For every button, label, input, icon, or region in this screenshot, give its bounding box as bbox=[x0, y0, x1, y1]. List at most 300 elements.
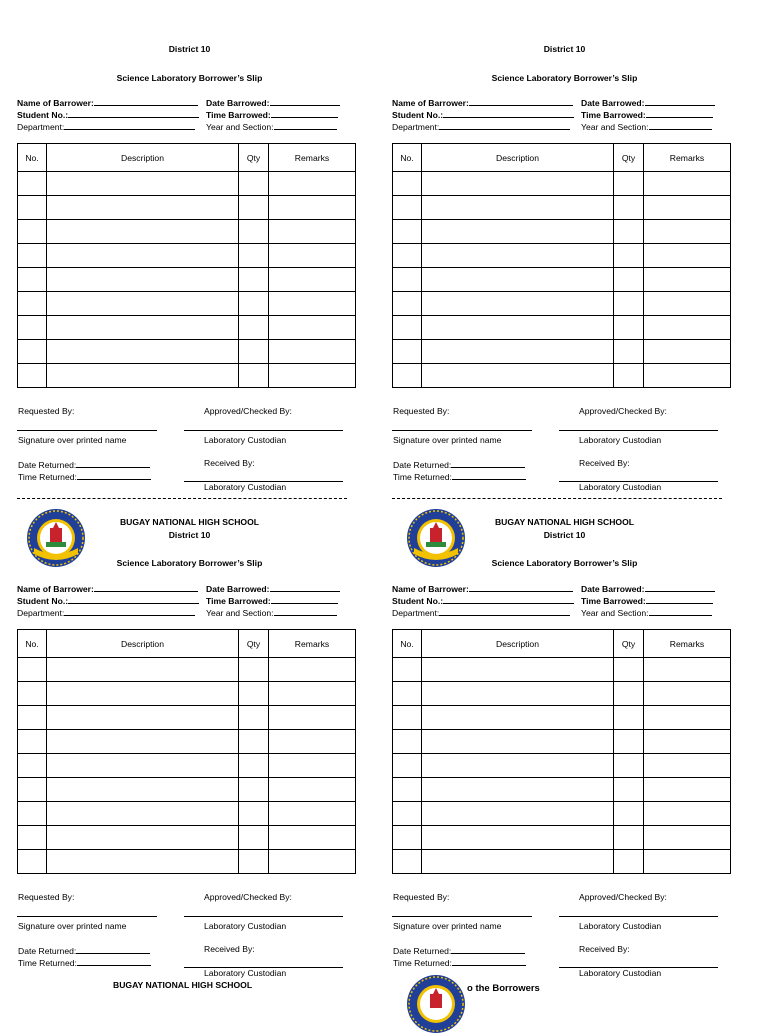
description-cell[interactable] bbox=[422, 658, 614, 682]
year-section-field[interactable] bbox=[649, 606, 712, 616]
remarks-cell[interactable] bbox=[269, 754, 356, 778]
received-custodian-caption: Laboratory Custodian bbox=[579, 482, 662, 492]
custodian-caption: Laboratory Custodian bbox=[579, 435, 662, 445]
no-cell[interactable] bbox=[393, 268, 422, 292]
approved-by-label: Approved/Checked By: bbox=[204, 406, 292, 416]
qty-cell[interactable] bbox=[614, 196, 644, 220]
table-row bbox=[18, 292, 356, 316]
department bbox=[17, 120, 195, 133]
date-borrowed-field[interactable] bbox=[270, 582, 340, 592]
table-row bbox=[18, 316, 356, 340]
student-no-field[interactable] bbox=[68, 594, 199, 604]
qty-cell[interactable] bbox=[614, 706, 644, 730]
approved-by-signature-line[interactable] bbox=[184, 430, 343, 431]
table-row bbox=[18, 802, 356, 826]
no-cell[interactable] bbox=[393, 196, 422, 220]
department-label: Department: bbox=[17, 122, 65, 132]
description-cell[interactable] bbox=[422, 244, 614, 268]
signature-caption: Signature over printed name bbox=[393, 921, 502, 931]
description-cell[interactable] bbox=[47, 292, 239, 316]
description-cell[interactable] bbox=[422, 172, 614, 196]
no-cell[interactable] bbox=[393, 778, 422, 802]
qty-cell[interactable] bbox=[614, 754, 644, 778]
description-cell[interactable] bbox=[422, 268, 614, 292]
col-header-qty: Qty bbox=[614, 630, 644, 658]
requested-by-signature-line[interactable] bbox=[392, 916, 532, 917]
qty-cell[interactable] bbox=[239, 196, 269, 220]
description-cell[interactable] bbox=[422, 316, 614, 340]
remarks-cell[interactable] bbox=[269, 220, 356, 244]
remarks-cell[interactable] bbox=[644, 292, 731, 316]
qty-cell[interactable] bbox=[614, 268, 644, 292]
no-cell[interactable] bbox=[18, 340, 47, 364]
no-cell[interactable] bbox=[393, 220, 422, 244]
qty-cell[interactable] bbox=[614, 826, 644, 850]
department bbox=[392, 606, 570, 619]
time-returned-field[interactable] bbox=[452, 956, 526, 966]
time-returned-field[interactable] bbox=[77, 956, 151, 966]
description-cell[interactable] bbox=[47, 364, 239, 388]
date-returned-field[interactable] bbox=[76, 944, 150, 954]
description-cell[interactable] bbox=[422, 778, 614, 802]
table-row bbox=[393, 196, 731, 220]
qty-cell[interactable] bbox=[239, 220, 269, 244]
no-cell[interactable] bbox=[18, 364, 47, 388]
qty-cell[interactable] bbox=[614, 292, 644, 316]
department-label: Department: bbox=[17, 608, 65, 618]
date-returned-label: Date Returned: bbox=[393, 946, 452, 956]
year-section bbox=[581, 120, 712, 133]
remarks-cell[interactable] bbox=[269, 292, 356, 316]
col-header-remarks: Remarks bbox=[269, 630, 356, 658]
received-custodian-caption: Laboratory Custodian bbox=[204, 482, 287, 492]
description-cell[interactable] bbox=[47, 244, 239, 268]
col-header-qty: Qty bbox=[614, 144, 644, 172]
qty-cell[interactable] bbox=[239, 292, 269, 316]
student-no-label: Student No.: bbox=[392, 110, 444, 120]
received-by-label: Received By: bbox=[579, 458, 630, 468]
qty-cell[interactable] bbox=[239, 706, 269, 730]
requested-by-label: Requested By: bbox=[18, 892, 75, 902]
remarks-cell[interactable] bbox=[644, 220, 731, 244]
remarks-cell[interactable] bbox=[644, 268, 731, 292]
table-row bbox=[18, 340, 356, 364]
time-returned-label: Time Returned: bbox=[393, 472, 452, 482]
qty-cell[interactable] bbox=[239, 682, 269, 706]
col-header-no: No. bbox=[393, 630, 422, 658]
qty-cell[interactable] bbox=[614, 850, 644, 874]
table-row bbox=[393, 778, 731, 802]
remarks-cell[interactable] bbox=[644, 172, 731, 196]
remarks-cell[interactable] bbox=[269, 826, 356, 850]
date-borrowed-label: Date Barrowed: bbox=[206, 584, 270, 594]
remarks-cell[interactable] bbox=[269, 778, 356, 802]
table-row bbox=[18, 682, 356, 706]
col-header-description: Description bbox=[47, 144, 239, 172]
remarks-cell[interactable] bbox=[644, 850, 731, 874]
remarks-cell[interactable] bbox=[644, 364, 731, 388]
year-section-field[interactable] bbox=[274, 120, 337, 130]
date-returned-field[interactable] bbox=[76, 458, 150, 468]
description-cell[interactable] bbox=[422, 730, 614, 754]
no-cell[interactable] bbox=[18, 172, 47, 196]
items-table bbox=[392, 629, 731, 874]
qty-cell[interactable] bbox=[614, 244, 644, 268]
approved-by-signature-line[interactable] bbox=[184, 916, 343, 917]
no-cell[interactable] bbox=[18, 268, 47, 292]
no-cell[interactable] bbox=[18, 802, 47, 826]
date-borrowed-label: Date Barrowed: bbox=[206, 98, 270, 108]
approved-by-signature-line[interactable] bbox=[559, 916, 718, 917]
department-field[interactable] bbox=[439, 120, 570, 130]
signature-caption: Signature over printed name bbox=[18, 921, 127, 931]
qty-cell[interactable] bbox=[239, 268, 269, 292]
no-cell[interactable] bbox=[393, 316, 422, 340]
qty-cell[interactable] bbox=[239, 658, 269, 682]
table-row bbox=[18, 850, 356, 874]
qty-cell[interactable] bbox=[239, 244, 269, 268]
col-header-description: Description bbox=[47, 630, 239, 658]
department bbox=[392, 120, 570, 133]
custodian-caption: Laboratory Custodian bbox=[579, 921, 662, 931]
no-cell[interactable] bbox=[393, 244, 422, 268]
description-cell[interactable] bbox=[422, 196, 614, 220]
no-cell[interactable] bbox=[18, 850, 47, 874]
time-borrowed-label: Time Barrowed: bbox=[581, 110, 646, 120]
name-label: Name of Barrower: bbox=[392, 98, 469, 108]
received-by-label: Received By: bbox=[579, 944, 630, 954]
approved-by-signature-line[interactable] bbox=[559, 430, 718, 431]
col-header-remarks: Remarks bbox=[644, 630, 731, 658]
received-by-label: Received By: bbox=[204, 944, 255, 954]
date-borrowed-label: Date Barrowed: bbox=[581, 98, 645, 108]
remarks-cell[interactable] bbox=[269, 706, 356, 730]
qty-cell[interactable] bbox=[614, 658, 644, 682]
description-cell[interactable] bbox=[422, 826, 614, 850]
no-cell[interactable] bbox=[18, 754, 47, 778]
description-cell[interactable] bbox=[422, 754, 614, 778]
time-borrowed-field[interactable] bbox=[646, 108, 713, 118]
table-row bbox=[18, 658, 356, 682]
department-label: Department: bbox=[392, 608, 440, 618]
slip-body-top-right bbox=[392, 44, 737, 522]
slip-body-top-left bbox=[17, 44, 362, 522]
year-section-label: Year and Section: bbox=[206, 122, 274, 132]
remarks-cell[interactable] bbox=[269, 244, 356, 268]
table-row bbox=[393, 268, 731, 292]
qty-cell[interactable] bbox=[614, 220, 644, 244]
remarks-cell[interactable] bbox=[644, 778, 731, 802]
remarks-cell[interactable] bbox=[644, 730, 731, 754]
student-no-field[interactable] bbox=[443, 594, 574, 604]
custodian-caption: Laboratory Custodian bbox=[204, 435, 287, 445]
description-cell[interactable] bbox=[422, 340, 614, 364]
year-section-field[interactable] bbox=[649, 120, 712, 130]
description-cell[interactable] bbox=[47, 268, 239, 292]
description-cell[interactable] bbox=[47, 316, 239, 340]
description-cell[interactable] bbox=[47, 754, 239, 778]
table-row bbox=[393, 172, 731, 196]
department bbox=[17, 606, 195, 619]
description-cell[interactable] bbox=[422, 850, 614, 874]
remarks-cell[interactable] bbox=[269, 268, 356, 292]
approved-by-label: Approved/Checked By: bbox=[204, 892, 292, 902]
time-returned-field[interactable] bbox=[452, 470, 526, 480]
date-borrowed-field[interactable] bbox=[645, 96, 715, 106]
time-borrowed-label: Time Barrowed: bbox=[581, 596, 646, 606]
remarks-cell[interactable] bbox=[269, 682, 356, 706]
student-no-label: Student No.: bbox=[17, 596, 69, 606]
description-cell[interactable] bbox=[47, 682, 239, 706]
remarks-cell[interactable] bbox=[269, 196, 356, 220]
requested-by-signature-line[interactable] bbox=[17, 430, 157, 431]
items-table bbox=[17, 143, 356, 388]
qty-cell[interactable] bbox=[239, 340, 269, 364]
description-cell[interactable] bbox=[47, 850, 239, 874]
col-header-no: No. bbox=[393, 144, 422, 172]
next-school-logo bbox=[406, 974, 466, 1034]
year-section bbox=[581, 606, 712, 619]
received-by-label: Received By: bbox=[204, 458, 255, 468]
description-cell[interactable] bbox=[47, 340, 239, 364]
description-cell[interactable] bbox=[47, 196, 239, 220]
no-cell[interactable] bbox=[18, 778, 47, 802]
qty-cell[interactable] bbox=[614, 778, 644, 802]
date-borrowed-label: Date Barrowed: bbox=[581, 584, 645, 594]
no-cell[interactable] bbox=[393, 292, 422, 316]
qty-cell[interactable] bbox=[239, 850, 269, 874]
col-header-qty: Qty bbox=[239, 144, 269, 172]
remarks-cell[interactable] bbox=[269, 658, 356, 682]
no-cell[interactable] bbox=[393, 730, 422, 754]
district-label: District 10 bbox=[168, 44, 211, 54]
student-no-label: Student No.: bbox=[392, 596, 444, 606]
no-cell[interactable] bbox=[393, 658, 422, 682]
no-cell[interactable] bbox=[18, 730, 47, 754]
no-cell[interactable] bbox=[18, 682, 47, 706]
year-section-label: Year and Section: bbox=[581, 608, 649, 618]
description-cell[interactable] bbox=[422, 220, 614, 244]
slip-title: Science Laboratory Borrower’s Slip bbox=[491, 558, 638, 568]
remarks-cell[interactable] bbox=[644, 754, 731, 778]
qty-cell[interactable] bbox=[239, 316, 269, 340]
remarks-cell[interactable] bbox=[644, 658, 731, 682]
remarks-cell[interactable] bbox=[269, 802, 356, 826]
description-cell[interactable] bbox=[422, 802, 614, 826]
description-cell[interactable] bbox=[47, 658, 239, 682]
time-borrowed-field[interactable] bbox=[271, 594, 338, 604]
name-label: Name of Barrower: bbox=[17, 584, 94, 594]
date-returned-label: Date Returned: bbox=[18, 946, 77, 956]
district-label: District 10 bbox=[543, 44, 586, 54]
requested-by-label: Requested By: bbox=[18, 406, 75, 416]
table-row bbox=[18, 196, 356, 220]
date-returned-field[interactable] bbox=[451, 944, 525, 954]
name-field[interactable] bbox=[94, 96, 198, 106]
qty-cell[interactable] bbox=[239, 826, 269, 850]
date-borrowed-field[interactable] bbox=[645, 582, 715, 592]
student-no-field[interactable] bbox=[68, 108, 199, 118]
qty-cell[interactable] bbox=[614, 172, 644, 196]
time-borrowed-field[interactable] bbox=[646, 594, 713, 604]
no-cell[interactable] bbox=[18, 196, 47, 220]
description-cell[interactable] bbox=[422, 292, 614, 316]
table-row bbox=[393, 316, 731, 340]
signature-caption: Signature over printed name bbox=[18, 435, 127, 445]
name-label: Name of Barrower: bbox=[392, 584, 469, 594]
no-cell[interactable] bbox=[18, 658, 47, 682]
table-row bbox=[18, 364, 356, 388]
department-field[interactable] bbox=[439, 606, 570, 616]
qty-cell[interactable] bbox=[614, 340, 644, 364]
col-header-qty: Qty bbox=[239, 630, 269, 658]
year-section-field[interactable] bbox=[274, 606, 337, 616]
items-table bbox=[17, 629, 356, 874]
no-cell[interactable] bbox=[393, 802, 422, 826]
no-cell[interactable] bbox=[393, 850, 422, 874]
time-returned-label: Time Returned: bbox=[18, 958, 77, 968]
requested-by-signature-line[interactable] bbox=[17, 916, 157, 917]
slip-title: Science Laboratory Borrower’s Slip bbox=[491, 73, 638, 83]
no-cell[interactable] bbox=[393, 682, 422, 706]
description-cell[interactable] bbox=[47, 778, 239, 802]
table-row bbox=[393, 682, 731, 706]
next-slip-title-fragment: o the Borrowers bbox=[467, 983, 540, 994]
no-cell[interactable] bbox=[18, 316, 47, 340]
remarks-cell[interactable] bbox=[644, 244, 731, 268]
no-cell[interactable] bbox=[18, 706, 47, 730]
qty-cell[interactable] bbox=[614, 730, 644, 754]
description-cell[interactable] bbox=[422, 364, 614, 388]
no-cell[interactable] bbox=[393, 754, 422, 778]
requested-by-signature-line[interactable] bbox=[392, 430, 532, 431]
description-cell[interactable] bbox=[47, 826, 239, 850]
description-cell[interactable] bbox=[47, 220, 239, 244]
table-row bbox=[393, 220, 731, 244]
time-returned-field[interactable] bbox=[77, 470, 151, 480]
col-header-no: No. bbox=[18, 630, 47, 658]
qty-cell[interactable] bbox=[614, 802, 644, 826]
description-cell[interactable] bbox=[47, 172, 239, 196]
remarks-cell[interactable] bbox=[644, 802, 731, 826]
remarks-cell[interactable] bbox=[644, 196, 731, 220]
remarks-cell[interactable] bbox=[269, 172, 356, 196]
qty-cell[interactable] bbox=[239, 364, 269, 388]
no-cell[interactable] bbox=[393, 172, 422, 196]
table-row bbox=[393, 706, 731, 730]
time-returned bbox=[18, 956, 151, 969]
table-row bbox=[18, 730, 356, 754]
description-cell[interactable] bbox=[422, 682, 614, 706]
table-row bbox=[18, 706, 356, 730]
qty-cell[interactable] bbox=[239, 802, 269, 826]
date-returned-field[interactable] bbox=[451, 458, 525, 468]
col-header-remarks: Remarks bbox=[269, 144, 356, 172]
time-returned-label: Time Returned: bbox=[393, 958, 452, 968]
approved-by-label: Approved/Checked By: bbox=[579, 406, 667, 416]
time-returned bbox=[393, 956, 526, 969]
remarks-cell[interactable] bbox=[644, 826, 731, 850]
no-cell[interactable] bbox=[18, 220, 47, 244]
remarks-cell[interactable] bbox=[269, 316, 356, 340]
slip-body-bottom-right bbox=[392, 530, 737, 1008]
no-cell[interactable] bbox=[393, 340, 422, 364]
name-field[interactable] bbox=[469, 96, 573, 106]
qty-cell[interactable] bbox=[239, 730, 269, 754]
department-field[interactable] bbox=[64, 120, 195, 130]
remarks-cell[interactable] bbox=[644, 682, 731, 706]
table-row bbox=[18, 172, 356, 196]
date-returned-label: Date Returned: bbox=[393, 460, 452, 470]
table-row bbox=[393, 292, 731, 316]
name-field[interactable] bbox=[94, 582, 198, 592]
qty-cell[interactable] bbox=[239, 172, 269, 196]
items-table bbox=[392, 143, 731, 388]
qty-cell[interactable] bbox=[239, 754, 269, 778]
qty-cell[interactable] bbox=[614, 316, 644, 340]
table-row bbox=[18, 754, 356, 778]
remarks-cell[interactable] bbox=[644, 340, 731, 364]
qty-cell[interactable] bbox=[614, 364, 644, 388]
remarks-cell[interactable] bbox=[269, 340, 356, 364]
table-row bbox=[393, 364, 731, 388]
name-label: Name of Barrower: bbox=[17, 98, 94, 108]
school-name: BUGAY NATIONAL HIGH SCHOOL bbox=[494, 517, 635, 527]
remarks-cell[interactable] bbox=[644, 706, 731, 730]
description-cell[interactable] bbox=[47, 706, 239, 730]
department-label: Department: bbox=[392, 122, 440, 132]
cut-line-right bbox=[392, 498, 722, 499]
no-cell[interactable] bbox=[393, 826, 422, 850]
table-row bbox=[393, 730, 731, 754]
no-cell[interactable] bbox=[18, 292, 47, 316]
no-cell[interactable] bbox=[393, 364, 422, 388]
district-label: District 10 bbox=[543, 530, 586, 540]
table-row bbox=[18, 268, 356, 292]
no-cell[interactable] bbox=[393, 706, 422, 730]
district-label: District 10 bbox=[168, 530, 211, 540]
table-row bbox=[393, 244, 731, 268]
qty-cell[interactable] bbox=[239, 778, 269, 802]
remarks-cell[interactable] bbox=[269, 730, 356, 754]
remarks-cell[interactable] bbox=[269, 364, 356, 388]
slip-title: Science Laboratory Borrower’s Slip bbox=[116, 558, 263, 568]
description-cell[interactable] bbox=[47, 730, 239, 754]
no-cell[interactable] bbox=[18, 826, 47, 850]
year-section-label: Year and Section: bbox=[206, 608, 274, 618]
remarks-cell[interactable] bbox=[269, 850, 356, 874]
table-row bbox=[393, 850, 731, 874]
table-row bbox=[393, 658, 731, 682]
cut-line-left bbox=[17, 498, 347, 499]
time-borrowed-label: Time Barrowed: bbox=[206, 596, 271, 606]
description-cell[interactable] bbox=[422, 706, 614, 730]
no-cell[interactable] bbox=[18, 244, 47, 268]
date-borrowed-field[interactable] bbox=[270, 96, 340, 106]
qty-cell[interactable] bbox=[614, 682, 644, 706]
name-field[interactable] bbox=[469, 582, 573, 592]
col-header-no: No. bbox=[18, 144, 47, 172]
description-cell[interactable] bbox=[47, 802, 239, 826]
next-school-name: BUGAY NATIONAL HIGH SCHOOL bbox=[113, 980, 253, 990]
department-field[interactable] bbox=[64, 606, 195, 616]
time-borrowed-field[interactable] bbox=[271, 108, 338, 118]
col-header-description: Description bbox=[422, 630, 614, 658]
remarks-cell[interactable] bbox=[644, 316, 731, 340]
student-no-field[interactable] bbox=[443, 108, 574, 118]
table-row bbox=[393, 826, 731, 850]
received-custodian-caption: Laboratory Custodian bbox=[204, 968, 287, 978]
